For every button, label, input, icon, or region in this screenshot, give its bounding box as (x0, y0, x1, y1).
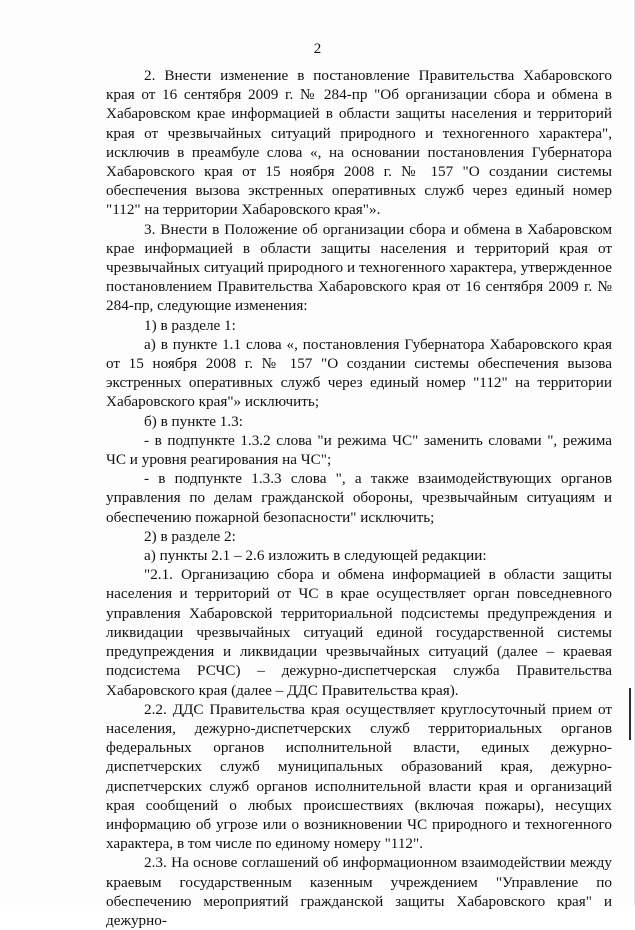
paragraph-subitem-1-3-3: - в подпункте 1.3.3 слова ", а также взаимодействующих органов управления по делам гражданской обороны, чрезвычайным ситуациям и обеспечению пожарной безопасности" исключить; (106, 470, 612, 526)
paragraph-2-amend-resolution: 2. Внести изменение в постановление Правительства Хабаровского края от 16 сентября 2009 г. № 284-пр "Об организации сбора и обмена в Хабаровском крае информацией в области защиты населения и территорий края от чрезвычайных ситуаций природного и техногенного характера", исключив в преамбуле слова «, на основании постановления Губернатора Хабаровского края от 15 ноября 2008 г. № 157 "О создании системы обеспечения вызова экстренных оперативных служб через единый номер "112" на территории Хабаровского края"». (106, 67, 612, 219)
paragraph-item-1-3: б) в пункте 1.3: (144, 412, 243, 430)
paragraph-subitem-1-3-2: - в подпункте 1.3.2 слова "и режима ЧС" заменить словами ", режима ЧС и уровня реагирования на ЧС"; (106, 431, 612, 469)
paragraph-2-2: 2.2. ДДС Правительства края осуществляет круглосуточный прием от населения, дежурно-диспетчерских служб территориальных органов федеральных органов исполнительной власти, единых дежурно-диспетчерских служб муниципальных образований края, дежурно-диспетчерских служб органов исполнительной власти края и организаций края сообщений о любых происшествиях (включая пожары), несущих информацию об угрозе или о возникновении ЧС природного и техногенного характера, в том числе по единому номеру "112". (106, 700, 612, 853)
scan-artifact-line (629, 688, 631, 740)
page-number: 2 (313, 41, 322, 57)
paragraph-items-2-1-2-6: а) пункты 2.1 – 2.6 изложить в следующей редакции: (144, 547, 487, 565)
paragraph-2-1: "2.1. Организацию сбора и обмена информацией в области защиты населения и территорий от ЧС в крае осуществляет орган повседневного управления Хабаровской территориальной подсистемы предупреждения и ликвидации чрезвычайных ситуаций единой государственной системы предупреждения и ликвидации чрезвычайных ситуаций (далее – краевая подсистема РСЧС) – дежурно-диспетчерская служба Правительства Хабаровского края (далее – ДДС Правительства края). (106, 566, 612, 699)
paragraph-item-1-1: а) в пункте 1.1 слова «, постановления Губернатора Хабаровского края от 15 ноября 2008 г. № 157 "О создании системы обеспечения вызова экстренных оперативных служб через единый номер "112" на территории Хабаровского края"» исключить; (106, 335, 612, 411)
paragraph-section-2: 2) в разделе 2: (144, 527, 236, 545)
document-body (106, 66, 612, 930)
paragraph-3-amend-regulation: 3. Внести в Положение об организации сбора и обмена в Хабаровском крае информацией в области защиты населения и территорий края от чрезвычайных ситуаций природного и техногенного характера, утвержденное постановлением Правительства Хабаровского края от 16 сентября 2009 г. № 284-пр, следующие изменения: (106, 220, 612, 315)
paragraph-section-1: 1) в разделе 1: (144, 316, 236, 334)
paragraph-2-3: 2.3. На основе соглашений об информационном взаимодействии между краевым государственным казенным учреждением "Управление по обеспечению мероприятий гражданской защиты Хабаровского края" и дежурно- (106, 854, 612, 929)
